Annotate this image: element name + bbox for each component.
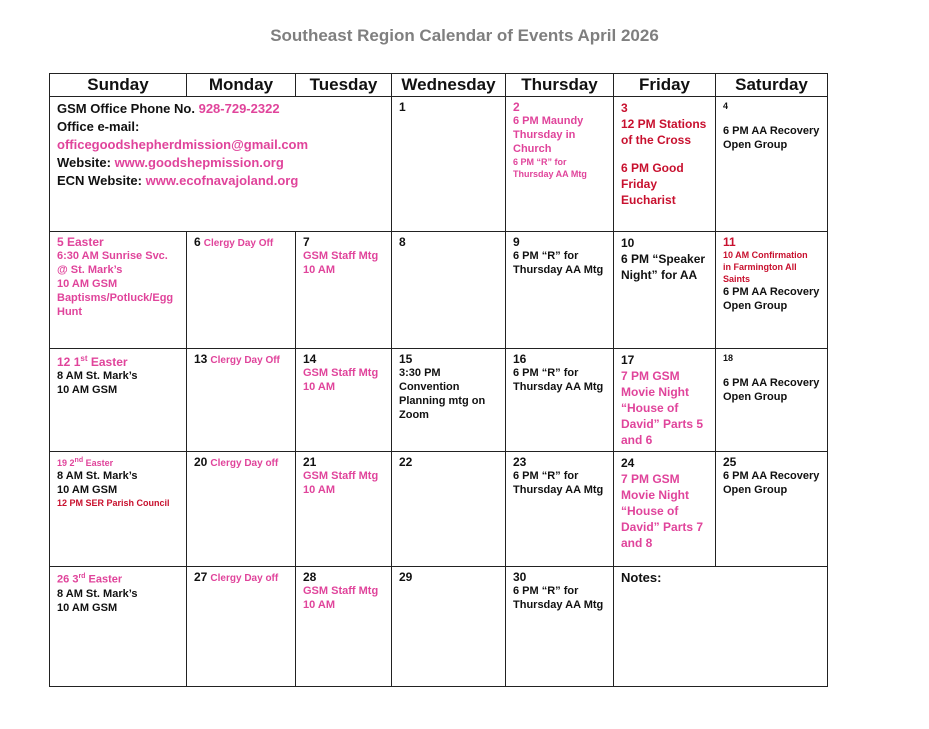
event-line: Planning mtg on (399, 395, 486, 407)
page-title: Southeast Region Calendar of Events April 2026 (270, 26, 659, 45)
event-line: GSM Staff Mtg (303, 250, 379, 262)
event-line: GSM Staff Mtg (303, 367, 379, 379)
event-line: and 6 (621, 433, 653, 447)
event-line: Thursday AA Mtg (513, 169, 587, 179)
website-label: Website: (57, 155, 111, 170)
event-line: Thursday AA Mtg (513, 381, 604, 393)
event-line: Thursday in (513, 129, 576, 141)
day-number: 10 (621, 236, 635, 250)
day-number: 23 (513, 455, 527, 469)
ecn-link[interactable]: www.ecofnavajoland.org (145, 173, 299, 188)
header-friday: Friday (614, 74, 716, 97)
week-row-4 (50, 452, 828, 567)
event-line: @ St. Mark’s (57, 264, 123, 276)
event-line: GSM Staff Mtg (303, 470, 379, 482)
website-line (57, 154, 385, 172)
day-cell-8 (392, 232, 506, 349)
event-line: 6 PM Maundy (513, 115, 584, 127)
event-line: 6 PM “Speaker (621, 252, 706, 266)
phone-label: GSM Office Phone No. (57, 101, 195, 116)
week-row-1 (50, 97, 828, 232)
day-cell-26 (50, 567, 187, 687)
day-number: 9 (513, 235, 520, 249)
day-number: 29 (399, 570, 413, 584)
day-number: 16 (513, 352, 527, 366)
day-number: 1 (399, 100, 406, 114)
day-number: 30 (513, 570, 527, 584)
day-cell-25 (716, 452, 828, 567)
day-cell-20 (187, 452, 296, 567)
phone-line (57, 100, 385, 118)
day-number: 25 (723, 455, 737, 469)
day-cell-12 (50, 349, 187, 452)
day-cell-23 (506, 452, 614, 567)
day-cell-28 (296, 567, 392, 687)
phone-number: 928-729-2322 (198, 101, 280, 116)
event-line: 10 AM Confirmation (723, 250, 808, 260)
event-line: Open Group (723, 139, 788, 151)
day-number: 27 (194, 570, 208, 584)
event-line: 7 PM GSM (621, 472, 680, 486)
event-line: David” Parts 5 (621, 417, 704, 431)
event-line: 6 PM AA Recovery (723, 125, 820, 137)
day-number: 2 (513, 100, 520, 114)
event-line: Baptisms/Potluck/Egg (57, 292, 174, 304)
event-line: and 8 (621, 536, 653, 550)
day-number: 24 (621, 456, 635, 470)
day-cell-17 (614, 349, 716, 452)
day-number: 6 (194, 235, 201, 249)
event-line: 6 PM “R” for (513, 585, 579, 597)
event-line: 6 PM “R” for (513, 250, 579, 262)
event-line: 6 PM “R” for (513, 470, 579, 482)
event-line: “House of (621, 504, 679, 518)
day-cell-9 (506, 232, 614, 349)
header-monday: Monday (187, 74, 296, 97)
event-line: David” Parts 7 (621, 520, 704, 534)
header-saturday: Saturday (716, 74, 828, 97)
day-cell-16 (506, 349, 614, 452)
event-line: Friday (621, 177, 658, 191)
day-number: 8 (399, 235, 406, 249)
event-line: Hunt (57, 306, 83, 318)
clergy-day-off: Clergy Day off (210, 458, 279, 469)
day-number: 20 (194, 455, 208, 469)
event-line: 12 PM Stations (621, 117, 707, 131)
ecn-label: ECN Website: (57, 173, 142, 188)
week-row-5 (50, 567, 828, 687)
event-line: Thursday AA Mtg (513, 599, 604, 611)
header-wednesday: Wednesday (392, 74, 506, 97)
event-line: 6 PM “R” for (513, 157, 567, 167)
clergy-day-off: Clergy Day off (210, 573, 279, 584)
header-sunday: Sunday (50, 74, 187, 97)
event-line: Church (513, 143, 552, 155)
event-line: Eucharist (621, 193, 676, 207)
event-line: of the Cross (621, 133, 692, 147)
email-link[interactable]: officegoodshepherdmission@gmail.com (57, 137, 309, 152)
event-line: Saints (723, 274, 751, 284)
day-cell-11 (716, 232, 828, 349)
week-row-3 (50, 349, 828, 452)
email-label: Office e-mail: (57, 119, 140, 134)
event-line: Night” for AA (621, 268, 698, 282)
header-tuesday: Tuesday (296, 74, 392, 97)
event-line: 10 AM GSM (57, 384, 118, 396)
event-line: Open Group (723, 300, 788, 312)
event-line: “House of (621, 401, 679, 415)
day-cell-6 (187, 232, 296, 349)
event-line: 6 PM AA Recovery (723, 286, 820, 298)
day-number: 11 (723, 235, 736, 249)
day-cell-19 (50, 452, 187, 567)
event-line: 8 AM St. Mark’s (57, 470, 138, 482)
week-row-2 (50, 232, 828, 349)
event-line: 10 AM (303, 484, 335, 496)
day-cell-2 (506, 97, 614, 232)
day-cell-18 (716, 349, 828, 452)
event-line: 6 PM AA Recovery (723, 470, 820, 482)
day-cell-3 (614, 97, 716, 232)
day-number: 5 Easter (57, 235, 104, 249)
event-line: 6:30 AM Sunrise Svc. (57, 250, 168, 262)
event-line: Thursday AA Mtg (513, 264, 604, 276)
website-link[interactable]: www.goodshepmission.org (114, 155, 284, 170)
day-cell-24 (614, 452, 716, 567)
event-line: Zoom (399, 409, 429, 421)
day-cell-14 (296, 349, 392, 452)
event-line: in Farmington All (723, 262, 797, 272)
event-line: 10 AM GSM (57, 484, 118, 496)
day-cell-30 (506, 567, 614, 687)
day-number: 17 (621, 353, 635, 367)
event-line: Movie Night (621, 385, 689, 399)
event-line: 3:30 PM (399, 367, 441, 379)
event-line: 10 AM GSM (57, 278, 118, 290)
event-line: 6 PM AA Recovery (723, 377, 820, 389)
day-heading: 19 2nd Easter (57, 457, 114, 468)
event-line: Convention (399, 381, 460, 393)
day-heading: 12 1st Easter (57, 354, 128, 369)
day-number: 22 (399, 455, 413, 469)
ecn-line (57, 172, 385, 190)
notes-label: Notes: (621, 570, 662, 585)
event-line: 10 AM (303, 264, 335, 276)
clergy-day-off: Clergy Day Off (210, 355, 280, 366)
event-line: 6 PM Good (621, 161, 684, 175)
event-line: 7 PM GSM (621, 369, 680, 383)
event-line: 10 AM (303, 599, 335, 611)
day-number: 4 (723, 101, 729, 111)
event-line: Open Group (723, 484, 788, 496)
day-number: 7 (303, 235, 310, 249)
event-line: 10 AM (303, 381, 335, 393)
day-cell-7 (296, 232, 392, 349)
weekday-header-row (50, 74, 828, 97)
day-cell-1 (392, 97, 506, 232)
day-number: 21 (303, 455, 317, 469)
event-line: Open Group (723, 391, 788, 403)
day-cell-22 (392, 452, 506, 567)
header-thursday: Thursday (506, 74, 614, 97)
event-line: GSM Staff Mtg (303, 585, 379, 597)
event-line: 8 AM St. Mark’s (57, 370, 138, 382)
day-cell-5 (50, 232, 187, 349)
day-heading: 26 3rd Easter (57, 573, 123, 586)
day-number: 15 (399, 352, 413, 366)
event-line: Movie Night (621, 488, 689, 502)
day-cell-27 (187, 567, 296, 687)
day-number: 14 (303, 352, 317, 366)
event-line: 10 AM GSM (57, 601, 118, 614)
event-line: Thursday AA Mtg (513, 484, 604, 496)
day-cell-10 (614, 232, 716, 349)
day-cell-13 (187, 349, 296, 452)
clergy-day-off: Clergy Day Off (203, 238, 274, 249)
event-line: 8 AM St. Mark’s (57, 587, 138, 600)
event-line: 6 PM “R” for (513, 367, 579, 379)
calendar-table (49, 73, 828, 687)
day-cell-4 (716, 97, 828, 232)
office-info-cell (50, 97, 392, 232)
notes-cell (614, 567, 828, 687)
day-number: 18 (723, 353, 734, 363)
day-cell-15 (392, 349, 506, 452)
day-number: 3 (621, 101, 628, 115)
event-line: 12 PM SER Parish Council (57, 498, 170, 508)
day-number: 13 (194, 352, 208, 366)
day-number: 28 (303, 570, 317, 584)
day-cell-29 (392, 567, 506, 687)
day-cell-21 (296, 452, 392, 567)
